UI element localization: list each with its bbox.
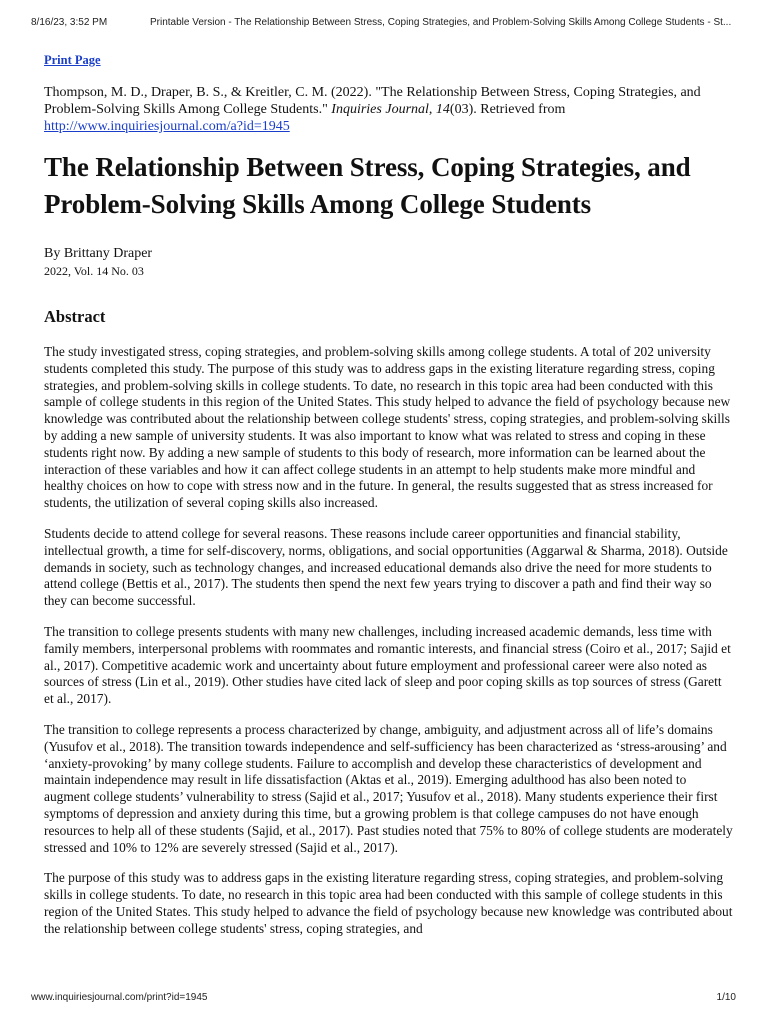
citation-volume: 14 <box>435 102 450 117</box>
citation <box>44 84 734 135</box>
article-byline: By Brittany Draper <box>44 246 153 261</box>
print-footer <box>0 988 768 1024</box>
print-page-number: 1/10 <box>716 992 736 1003</box>
citation-issue: (03). Retrieved from <box>449 102 566 117</box>
body-paragraph: The purpose of this study was to address gaps in the existing literature regarding stress, coping strategies, and problem-solving skills in college students. To date, no research in this topic area had been conducted with this sample of college students in this region of the United States. This study helped to advance the field of psychology because new knowledge was contributed about the relationship between college students' stress, coping strategies, and <box>44 870 733 936</box>
citation-journal: Inquiries Journal <box>331 102 429 117</box>
abstract-heading: Abstract <box>44 307 106 326</box>
body-paragraph: The transition to college represents a process characterized by change, ambiguity, and adjustment across all of life’s domains (Yusufov et al., 2018). The transition towards independence and self-sufficiency has been characterized as ‘stress-arousing’ and ‘anxiety-provoking’ by many college students. Failure to accomplish and develop these characteristics of development and maintain independence may result in life dissatisfaction (Aktas et al., 2019). Emerging adulthood has also been noted to augment college students’ vulnerability to stress (Sajid et al., 2017; Yusufov et al., 2018). Many students experience their first symptoms of depression and anxiety during this time, but a growing problem is that college campuses do not have enough resources to help all of these students (Sajid, et al., 2017). Past studies noted that 75% to 80% of college students are moderately stressed and 10% to 12% are severely stressed (Sajid et al., 2017). <box>44 721 733 855</box>
citation-authors-title: Thompson, M. D., Draper, B. S., & Kreitler, C. M. (2022). "The Relationship Between Stress, Coping Strategies, and Problem-Solving Skills Among College Students." <box>44 85 701 117</box>
citation-url-link[interactable]: http://www.inquiriesjournal.com/a?id=1945 <box>44 119 290 134</box>
abstract-paragraph: The study investigated stress, coping strategies, and problem-solving skills among college students. A total of 202 university students completed this study. The purpose of this study was to address gaps in the existing literature regarding stress, coping strategies, and problem-solving skills in college students. To date, no research in this topic area had been conducted with this sample of college students in this region of the United States. This study helped to advance the field of psychology because new knowledge was contributed about the relationship between college students' stress, coping strategies, and problem-solving skills by adding a new sample of university students. It was also important to know what was related to stress and coping in these students right now. By adding a new sample of students to this body of research, more information can be learned about the interaction of these variables and how it can affect college students in an attempt to help students make more mindful and healthy choices on how to cope with stress now and in the future. In general, the results suggested that as stress increased for students, the utilization of several coping skills also increased. <box>44 344 731 511</box>
article-volume-info: 2022, Vol. 14 No. 03 <box>44 264 144 278</box>
print-footer-url: www.inquiriesjournal.com/print?id=1945 <box>31 992 208 1003</box>
print-page-link[interactable]: Print Page <box>44 53 101 67</box>
print-page-title: Printable Version - The Relationship Between Stress, Coping Strategies, and Problem-Solving Skills Among College Students - St... <box>150 17 732 28</box>
citation-sep: , <box>428 102 436 117</box>
article-content <box>44 52 734 938</box>
article-title: The Relationship Between Stress, Coping Strategies, and Problem-Solving Skills Among College Students <box>44 152 691 219</box>
print-header <box>0 0 768 36</box>
body-paragraph: Students decide to attend college for several reasons. These reasons include career opportunities and financial stability, intellectual growth, a time for self-discovery, norms, obligations, and social opportunities (Aggarwal & Sharma, 2018). Outside demands in society, such as technology changes, and increased educational demands also drive the need for more students to attend college (Bettis et al., 2017). The students then spend the next few years trying to discover a path and find their way so they can become successful. <box>44 525 728 609</box>
print-timestamp: 8/16/23, 3:52 PM <box>31 17 108 28</box>
body-paragraph: The transition to college presents students with many new challenges, including increased academic demands, less time with family members, interpersonal problems with roommates and romantic interests, and financial stress (Coiro et al., 2017; Sajid et al., 2017). Competitive academic work and uncertainty about future employment and professional career were also noted as sources of stress (Lin et al., 2019). Other studies have cited lack of sleep and poor coping skills as top sources of stress (Garett et al., 2017). <box>44 623 731 707</box>
